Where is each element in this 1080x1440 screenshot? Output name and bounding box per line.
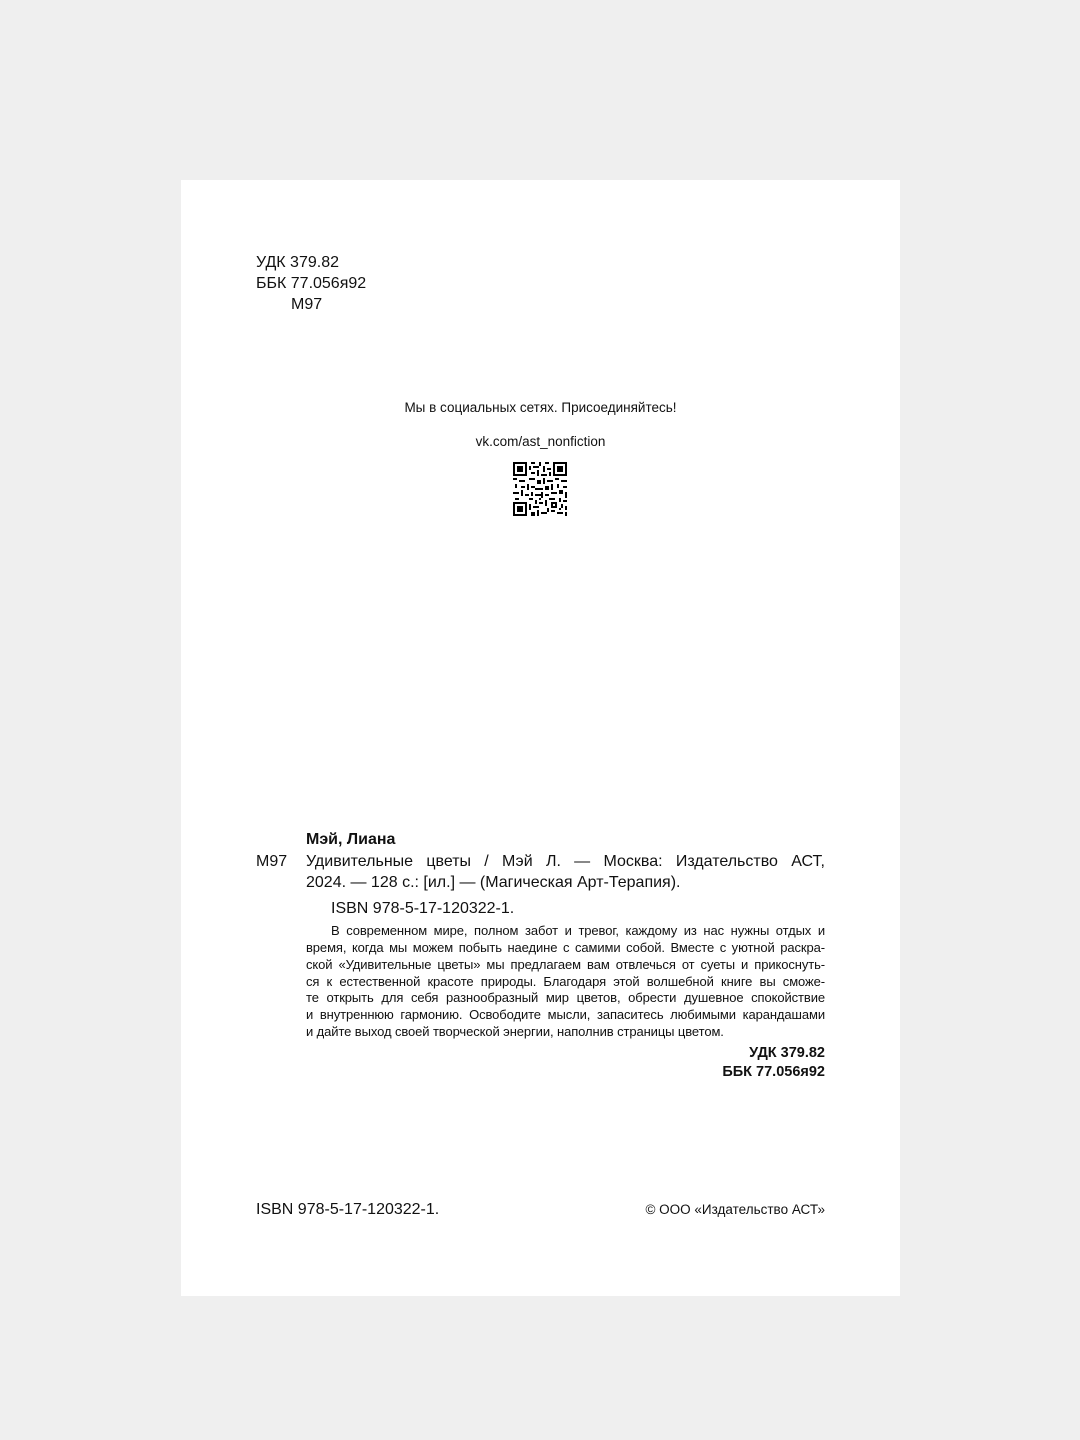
catalog-isbn: ISBN 978-5-17-120322-1. xyxy=(331,900,515,917)
annotation-line: время, когда мы можем побыть наедине с самими собой. Вместе с уютной раскра- xyxy=(306,940,825,955)
annotation-line: В современном мире, полном забот и тревог, каждому из нас нужны отдых и xyxy=(331,923,825,938)
bibliographic-line: 2024. — 128 с.: [ил.] — (Магическая Арт-Терапия). xyxy=(306,874,681,891)
bbk-code: ББК 77.056я92 xyxy=(256,275,367,292)
catalog-bbk-code: ББК 77.056я92 xyxy=(722,1064,825,1080)
isbn-footer: ISBN 978-5-17-120322-1. xyxy=(256,1201,440,1218)
book-page xyxy=(181,180,900,1296)
author-mark: М97 xyxy=(291,296,323,313)
social-networks-text: Мы в социальных сетях. Присоединяйтесь! xyxy=(404,400,677,415)
author-name: Мэй, Лиана xyxy=(306,831,396,848)
bibliographic-line: Удивительные цветы / Мэй Л. — Москва: Издательство АСТ, xyxy=(306,853,825,870)
qr-code-icon[interactable] xyxy=(513,462,567,516)
udk-code: УДК 379.82 xyxy=(256,254,339,271)
annotation-line: ся к естественной красоте природы. Благодаря этой волшебной книге вы сможе- xyxy=(306,974,825,989)
annotation-line: и дайте выход своей творческой энергии, наполнив страницы цветом. xyxy=(306,1024,724,1039)
social-link[interactable]: vk.com/ast_nonfiction xyxy=(475,434,606,449)
catalog-udk-code: УДК 379.82 xyxy=(749,1045,825,1061)
annotation-line: те открыть для себя разнообразный мир цветов, обрести душевное спокойствие xyxy=(306,990,825,1005)
annotation-line: ской «Удивительные цветы» мы предлагаем вам отвлечься от суеты и прикоснуть- xyxy=(306,957,825,972)
annotation-line: и внутреннюю гармонию. Освободите мысли, запаситесь любимыми карандашами xyxy=(306,1007,825,1022)
copyright-notice: © ООО «Издательство АСТ» xyxy=(645,1202,825,1217)
catalog-author-mark: М97 xyxy=(256,853,288,870)
